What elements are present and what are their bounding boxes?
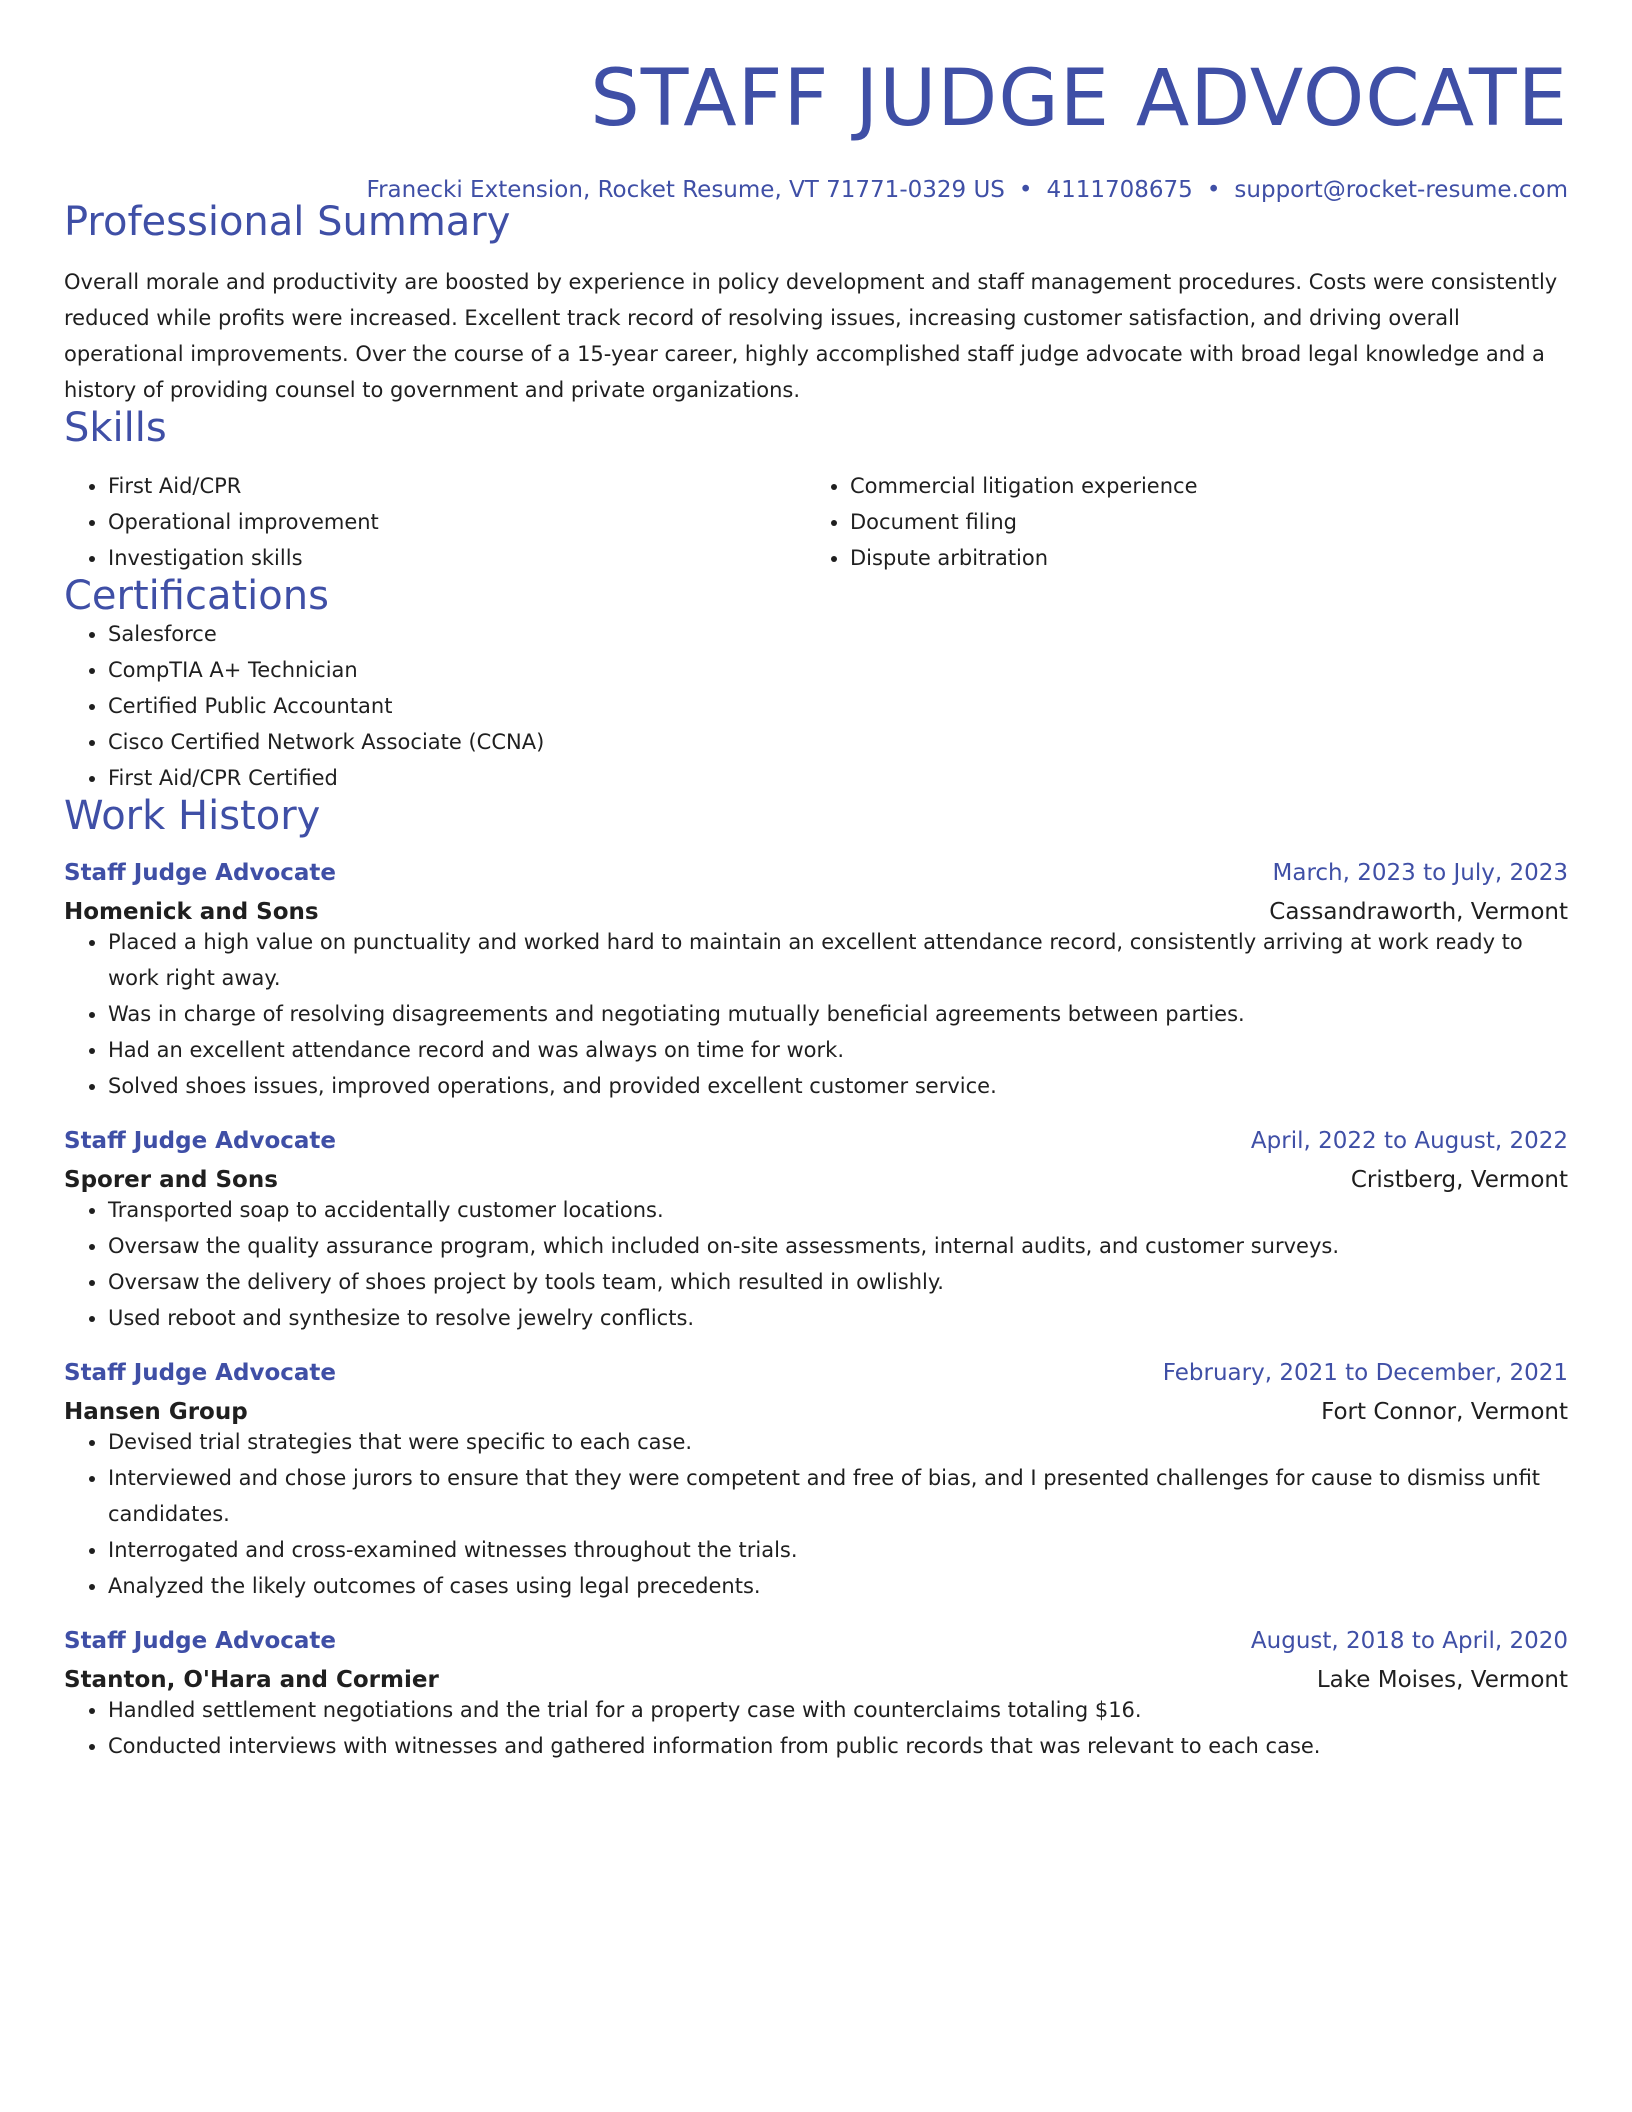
job-bullet: • Analyzed the likely outcomes of cases using legal precedents.: [108, 1568, 1568, 1604]
job-title: Staff Judge Advocate: [64, 1128, 336, 1154]
job-dates: February, 2021 to December, 2021: [1162, 1360, 1568, 1386]
job-bullet: • Oversaw the delivery of shoes project by tools team, which resulted in owlishly.: [108, 1264, 1568, 1300]
job-dates: March, 2023 to July, 2023: [1272, 860, 1568, 886]
skill-item: • Operational improvement: [108, 504, 806, 540]
job-location: Fort Connor, Vermont: [1321, 1399, 1568, 1425]
skill-item: • First Aid/CPR: [108, 468, 806, 504]
certification-item: • Cisco Certified Network Associate (CCNA): [108, 724, 1568, 760]
job-bullets: [64, 1424, 1568, 1604]
job-dates: August, 2018 to April, 2020: [1250, 1628, 1568, 1654]
job-entry: [64, 1630, 1568, 1764]
job-location: Cassandraworth, Vermont: [1269, 899, 1568, 925]
contact-separator: •: [1018, 177, 1033, 203]
candidate-name: STAFF JUDGE ADVOCATE: [590, 54, 1568, 144]
certifications-list: [64, 616, 1568, 796]
job-bullet: • Handled settlement negotiations and the trial for a property case with counterclaims totaling $16.: [108, 1692, 1568, 1728]
contact-phone: 4111708675: [1046, 177, 1193, 203]
summary-text: Overall morale and productivity are boosted by experience in policy development and staff management procedures. Costs were consistently reduced while profits were increased. Excellent track record of resolving issues, increasing customer satisfaction, and driving overall operational improvements. Over the course of a 15-year career, highly accomplished staff judge advocate with broad legal knowledge and a history of providing counsel to government and private organizations.: [64, 270, 1558, 402]
job-entry: [64, 1362, 1568, 1604]
work-history-heading: Work History: [64, 793, 321, 839]
certification-item: • Salesforce: [108, 616, 1568, 652]
job-bullets: [64, 1192, 1568, 1336]
job-title-row: [64, 1630, 1568, 1653]
job-bullet: • Transported soap to accidentally customer locations.: [108, 1192, 1568, 1228]
job-company-row: [64, 901, 1568, 924]
job-bullet: • Used reboot and synthesize to resolve jewelry conflicts.: [108, 1300, 1568, 1336]
skills-grid: [64, 468, 1568, 576]
job-bullet: • Conducted interviews with witnesses and gathered information from public records that was relevant to each case.: [108, 1728, 1568, 1764]
job-bullet: • Oversaw the quality assurance program, which included on-site assessments, internal audits, and customer surveys.: [108, 1228, 1568, 1264]
job-title-row: [64, 1130, 1568, 1153]
certification-item: • CompTIA A+ Technician: [108, 652, 1568, 688]
job-bullet: • Interrogated and cross-examined witnesses throughout the trials.: [108, 1532, 1568, 1568]
job-title-row: [64, 1362, 1568, 1385]
contact-separator: •: [1206, 177, 1221, 203]
job-company: Hansen Group: [64, 1399, 248, 1425]
contact-address: Franecki Extension, Rocket Resume, VT 71771-0329 US: [366, 177, 1005, 203]
job-bullet: • Had an excellent attendance record and was always on time for work.: [108, 1032, 1568, 1068]
job-company-row: [64, 1669, 1568, 1692]
job-title: Staff Judge Advocate: [64, 860, 336, 886]
job-bullet: • Placed a high value on punctuality and worked hard to maintain an excellent attendance record, consistently arriving at work ready to work right away.: [108, 924, 1568, 996]
job-company-row: [64, 1169, 1568, 1192]
job-title: Staff Judge Advocate: [64, 1360, 336, 1386]
job-bullet: • Was in charge of resolving disagreements and negotiating mutually beneficial agreements between parties.: [108, 996, 1568, 1032]
job-entry: [64, 862, 1568, 1104]
job-bullets: [64, 924, 1568, 1104]
skill-item: • Investigation skills: [108, 540, 806, 576]
job-dates: April, 2022 to August, 2022: [1250, 1128, 1568, 1154]
skill-item: • Dispute arbitration: [850, 540, 1568, 576]
job-location: Lake Moises, Vermont: [1316, 1667, 1568, 1693]
job-bullet: • Interviewed and chose jurors to ensure that they were competent and free of bias, and I presented challenges for cause to dismiss unfit candidates.: [108, 1460, 1568, 1532]
skill-item: • Document filing: [850, 504, 1568, 540]
job-location: Cristberg, Vermont: [1350, 1167, 1568, 1193]
job-bullets: [64, 1692, 1568, 1764]
job-entry: [64, 1130, 1568, 1336]
job-title-row: [64, 862, 1568, 885]
skills-list-right: [806, 468, 1568, 576]
job-bullet: • Solved shoes issues, improved operations, and provided excellent customer service.: [108, 1068, 1568, 1104]
job-company: Sporer and Sons: [64, 1167, 278, 1193]
certifications-heading: Certifications: [64, 573, 329, 619]
contact-email: support@rocket-resume.com: [1234, 177, 1568, 203]
job-title: Staff Judge Advocate: [64, 1628, 336, 1654]
job-company: Stanton, O'Hara and Cormier: [64, 1667, 439, 1693]
certification-item: • Certified Public Accountant: [108, 688, 1568, 724]
skill-item: • Commercial litigation experience: [850, 468, 1568, 504]
skills-heading: Skills: [64, 405, 167, 451]
certification-item: • First Aid/CPR Certified: [108, 760, 1568, 796]
job-company-row: [64, 1401, 1568, 1424]
summary-heading: Professional Summary: [64, 199, 511, 245]
job-company: Homenick and Sons: [64, 899, 319, 925]
skills-list-left: [64, 468, 806, 576]
job-bullet: • Devised trial strategies that were specific to each case.: [108, 1424, 1568, 1460]
